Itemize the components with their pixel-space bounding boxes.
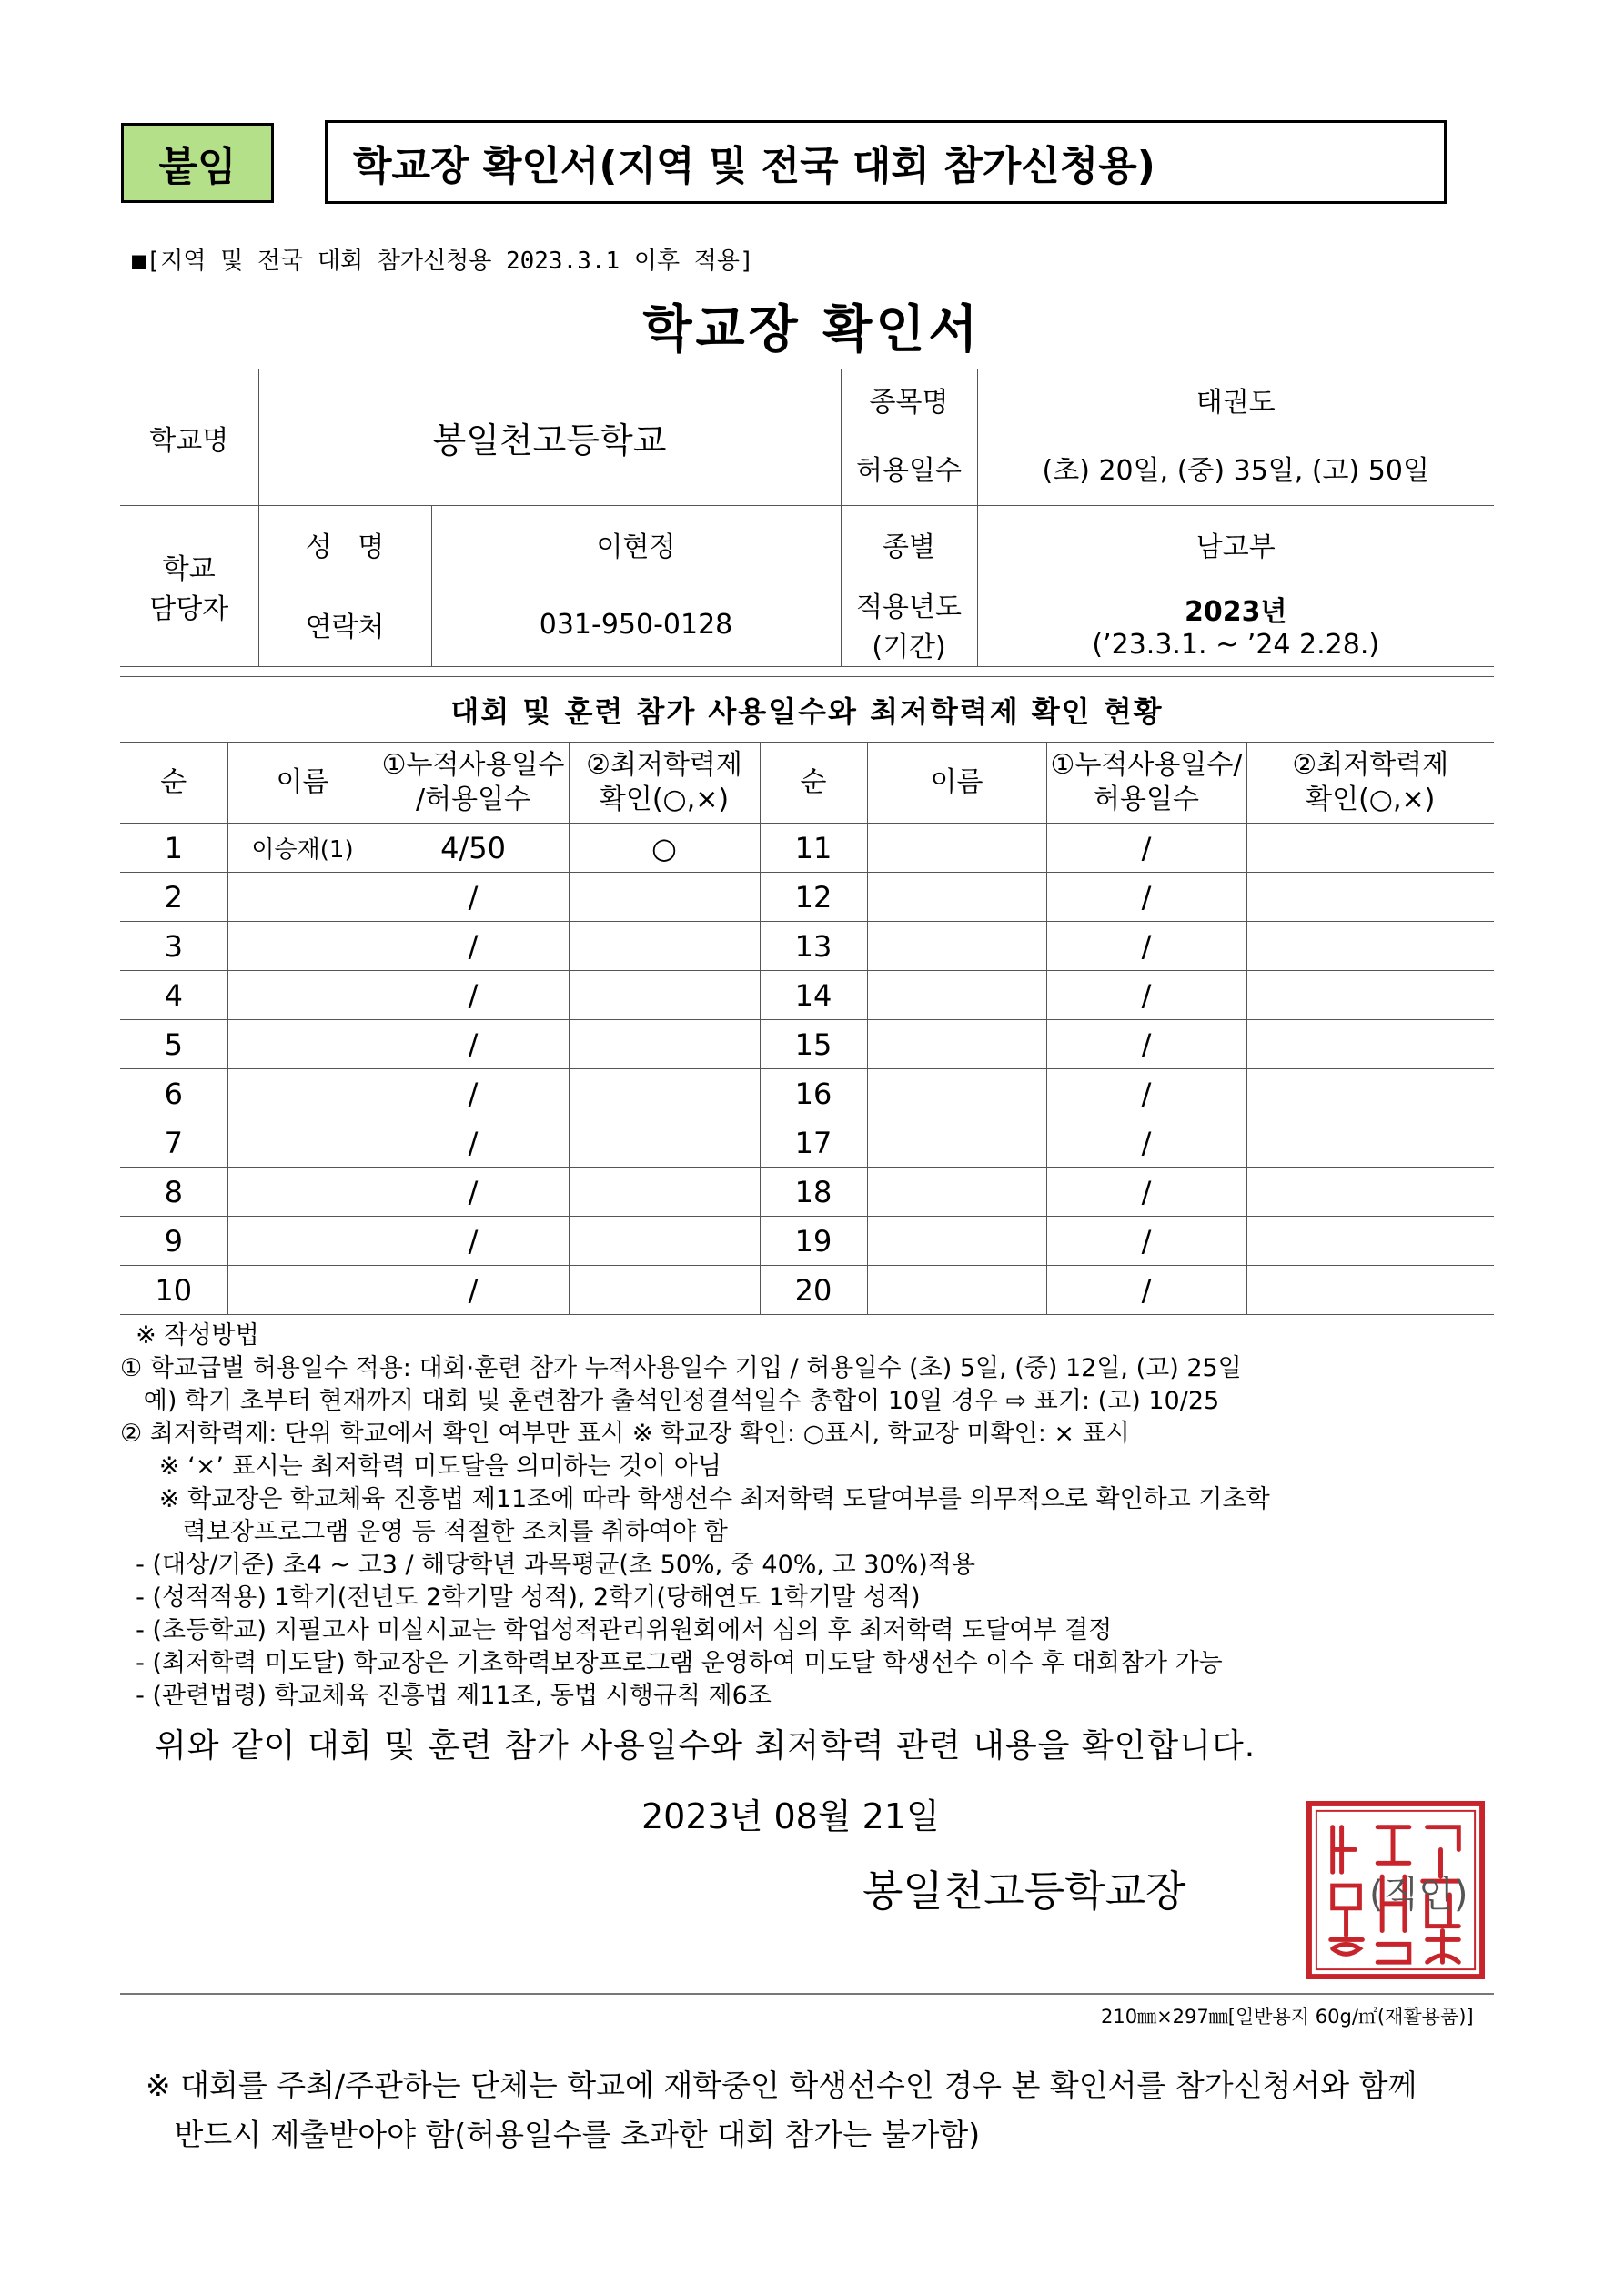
row-check: ○ <box>569 824 760 873</box>
header-no-right: 순 <box>760 743 867 824</box>
note-line: - (대상/기준) 초4 ~ 고3 / 해당학년 과목평균(초 50%, 중 40%, 고 30%)적용 <box>120 1551 975 1579</box>
table-row <box>120 1069 1494 1118</box>
confirmation-statement: 위와 같이 대회 및 훈련 참가 사용일수와 최저학력 관련 내용을 확인합니다. <box>155 1727 1256 1765</box>
participation-table <box>120 742 1494 1315</box>
note-line: 력보장프로그램 운영 등 적절한 조치를 취하여야 함 <box>120 1518 728 1546</box>
note-line: ※ 작성방법 <box>120 1321 259 1350</box>
paper-spec: 210㎜×297㎜[일반용지 60g/㎡(재활용품)] <box>1101 2006 1474 2028</box>
row-check <box>1246 824 1494 873</box>
header-no-left: 순 <box>120 743 227 824</box>
row-no: 19 <box>760 1217 867 1266</box>
year-label-line1: 적용년도 <box>856 592 962 623</box>
sport-label: 종목명 <box>841 369 977 430</box>
writing-instructions <box>120 1320 1503 1713</box>
phone-value: 031-950-0128 <box>431 582 841 667</box>
row-no: 20 <box>760 1266 867 1315</box>
row-name <box>867 824 1046 873</box>
row-no: 13 <box>760 922 867 971</box>
row-name <box>227 1266 378 1315</box>
table-row <box>120 1118 1494 1168</box>
note-line: - (관련법령) 학교체육 진흥법 제11조, 동법 시행규칙 제6조 <box>120 1682 772 1710</box>
bottom-notice <box>146 2061 1501 2159</box>
table-header-row <box>120 743 1494 824</box>
row-name <box>867 1069 1046 1118</box>
year-value-line1: 2023년 <box>1185 595 1287 628</box>
row-no: 18 <box>760 1168 867 1217</box>
row-name <box>867 1118 1046 1168</box>
top-note: ■[지역 및 전국 대회 참가신청용 2023.3.1 이후 적용] <box>132 248 754 275</box>
row-check <box>1246 1020 1494 1069</box>
row-check <box>569 1217 760 1266</box>
row-no: 9 <box>120 1217 227 1266</box>
year-value-line2: (’23.3.1. ~ ’24 2.28.) <box>1092 628 1380 661</box>
contact-group-label-line2: 담당자 <box>149 593 229 625</box>
header-days-right-line2: 허용일수 <box>1094 784 1199 815</box>
row-name <box>227 873 378 922</box>
header-days-left <box>378 743 569 824</box>
row-days: / <box>1046 873 1246 922</box>
row-days: / <box>1046 1217 1246 1266</box>
phone-label: 연락처 <box>258 582 431 667</box>
row-check <box>1246 1266 1494 1315</box>
bottom-notice-line1: ※ 대회를 주최/주관하는 단체는 학교에 재학중인 학생선수인 경우 본 확인서를 참가신청서와 함께 <box>146 2068 1417 2103</box>
row-name <box>227 971 378 1020</box>
header-check-left-line2: 확인(○,×) <box>599 784 730 815</box>
section-title: 대회 및 훈련 참가 사용일수와 최저학력제 확인 현황 <box>120 676 1494 743</box>
row-no: 7 <box>120 1118 227 1168</box>
row-no: 5 <box>120 1020 227 1069</box>
row-check <box>569 1266 760 1315</box>
row-name <box>227 1118 378 1168</box>
note-line: - (초등학교) 지필고사 미실시교는 학업성적관리위원회에서 심의 후 최저학력 도달여부 결정 <box>120 1616 1113 1644</box>
row-check <box>569 1118 760 1168</box>
row-check <box>1246 971 1494 1020</box>
name-label: 성 명 <box>258 506 431 582</box>
row-name <box>867 1217 1046 1266</box>
row-name <box>867 1168 1046 1217</box>
row-days: / <box>1046 1266 1246 1315</box>
year-value <box>977 582 1494 667</box>
row-days: 4/50 <box>378 824 569 873</box>
row-check <box>1246 873 1494 922</box>
row-check <box>569 1020 760 1069</box>
row-check <box>569 1069 760 1118</box>
row-name <box>867 873 1046 922</box>
row-days: / <box>378 1168 569 1217</box>
row-days: / <box>1046 1168 1246 1217</box>
header-check-left <box>569 743 760 824</box>
row-check <box>569 971 760 1020</box>
note-line: - (최저학력 미도달) 학교장은 기초학력보장프로그램 운영하여 미도달 학생선수 이수 후 대회참가 가능 <box>120 1649 1223 1677</box>
row-name <box>227 922 378 971</box>
row-days: / <box>378 1217 569 1266</box>
header-name-left: 이름 <box>227 743 378 824</box>
note-line: ② 최저학력제: 단위 학교에서 확인 여부만 표시 ※ 학교장 확인: ○표시, 학교장 미확인: × 표시 <box>120 1420 1130 1448</box>
row-name <box>227 1020 378 1069</box>
row-name <box>227 1217 378 1266</box>
category-value: 남고부 <box>977 506 1494 582</box>
note-line: ① 학교급별 허용일수 적용: 대회·훈련 참가 누적사용일수 기입 / 허용일수 (초) 5일, (중) 12일, (고) 25일 <box>120 1354 1242 1382</box>
note-line: - (성적적용) 1학기(전년도 2학기말 성적), 2학기(당해연도 1학기말 성적) <box>120 1583 921 1612</box>
divider <box>120 1993 1494 1995</box>
row-no: 10 <box>120 1266 227 1315</box>
row-no: 11 <box>760 824 867 873</box>
header-days-left-line1: ①누적사용일수 <box>381 749 565 781</box>
row-name <box>867 922 1046 971</box>
header-days-right-line1: ①누적사용일수/ <box>1050 749 1243 781</box>
name-value: 이현정 <box>431 506 841 582</box>
row-no: 8 <box>120 1168 227 1217</box>
sport-value: 태권도 <box>977 369 1494 430</box>
seal-label: (직인) <box>1369 1874 1468 1916</box>
row-days: / <box>1046 971 1246 1020</box>
row-check <box>1246 1217 1494 1266</box>
row-check <box>1246 922 1494 971</box>
row-no: 14 <box>760 971 867 1020</box>
row-days: / <box>1046 1069 1246 1118</box>
badge-label: 붙임 <box>158 144 237 190</box>
header-check-right-line1: ②최저학력제 <box>1292 749 1449 781</box>
category-label: 종별 <box>841 506 977 582</box>
row-days: / <box>378 1266 569 1315</box>
school-label: 학교명 <box>120 369 258 506</box>
allowed-days-value: (초) 20일, (중) 35일, (고) 50일 <box>977 430 1494 506</box>
table-row <box>120 824 1494 873</box>
header-days-left-line2: /허용일수 <box>415 784 531 815</box>
row-days: / <box>378 922 569 971</box>
table-row <box>120 873 1494 922</box>
principal-name: 봉일천고등학교장 <box>862 1866 1186 1916</box>
row-check <box>1246 1069 1494 1118</box>
row-check <box>1246 1168 1494 1217</box>
school-value: 봉일천고등학교 <box>258 369 841 506</box>
table-row <box>120 1266 1494 1315</box>
row-check <box>1246 1118 1494 1168</box>
header-days-right <box>1046 743 1246 824</box>
year-label <box>841 582 977 667</box>
header-name-right: 이름 <box>867 743 1046 824</box>
row-no: 4 <box>120 971 227 1020</box>
row-days: / <box>1046 1118 1246 1168</box>
table-row <box>120 922 1494 971</box>
bottom-notice-line2: 반드시 제출받아야 함(허용일수를 초과한 대회 참가는 불가함) <box>146 2117 981 2152</box>
row-name <box>867 971 1046 1020</box>
row-no: 15 <box>760 1020 867 1069</box>
table-row <box>120 1217 1494 1266</box>
header-title-box <box>325 120 1447 204</box>
row-days: / <box>378 873 569 922</box>
header-check-right-line2: 확인(○,×) <box>1306 784 1436 815</box>
note-line: ※ ‘×’ 표시는 최저학력 미도달을 의미하는 것이 아님 <box>120 1452 721 1481</box>
info-table <box>120 369 1494 667</box>
row-days: / <box>378 1069 569 1118</box>
attachment-badge <box>121 123 274 203</box>
row-check <box>569 1168 760 1217</box>
row-no: 17 <box>760 1118 867 1168</box>
allowed-days-label: 허용일수 <box>841 430 977 506</box>
row-days: / <box>378 971 569 1020</box>
row-check <box>569 873 760 922</box>
table-row <box>120 971 1494 1020</box>
row-name <box>867 1266 1046 1315</box>
header-title: 학교장 확인서(지역 및 전국 대회 참가신청용) <box>353 143 1155 189</box>
note-line: ※ 학교장은 학교체육 진흥법 제11조에 따라 학생선수 최저학력 도달여부를 의무적으로 확인하고 기초학 <box>120 1485 1270 1513</box>
row-no: 6 <box>120 1069 227 1118</box>
signing-date: 2023년 08월 21일 <box>641 1796 940 1836</box>
row-days: / <box>1046 824 1246 873</box>
row-no: 1 <box>120 824 227 873</box>
note-line: 예) 학기 초부터 현재까지 대회 및 훈련참가 출석인정결석일수 총합이 10일 경우 ⇨ 표기: (고) 10/25 <box>120 1387 1220 1415</box>
year-label-line2: (기간) <box>872 632 946 663</box>
document-title: 학교장 확인서 <box>642 300 982 359</box>
row-no: 16 <box>760 1069 867 1118</box>
row-name: 이승재(1) <box>227 824 378 873</box>
header-check-right <box>1246 743 1494 824</box>
row-days: / <box>1046 1020 1246 1069</box>
row-no: 2 <box>120 873 227 922</box>
row-days: / <box>378 1020 569 1069</box>
row-days: / <box>1046 922 1246 971</box>
header-check-left-line1: ②최저학력제 <box>586 749 742 781</box>
row-no: 3 <box>120 922 227 971</box>
row-days: / <box>378 1118 569 1168</box>
contact-group-label-line1: 학교 <box>162 553 216 585</box>
contact-group-label <box>120 506 258 667</box>
row-check <box>569 922 760 971</box>
row-name <box>227 1069 378 1118</box>
row-name <box>227 1168 378 1217</box>
table-row <box>120 1020 1494 1069</box>
row-no: 12 <box>760 873 867 922</box>
table-row <box>120 1168 1494 1217</box>
row-name <box>867 1020 1046 1069</box>
